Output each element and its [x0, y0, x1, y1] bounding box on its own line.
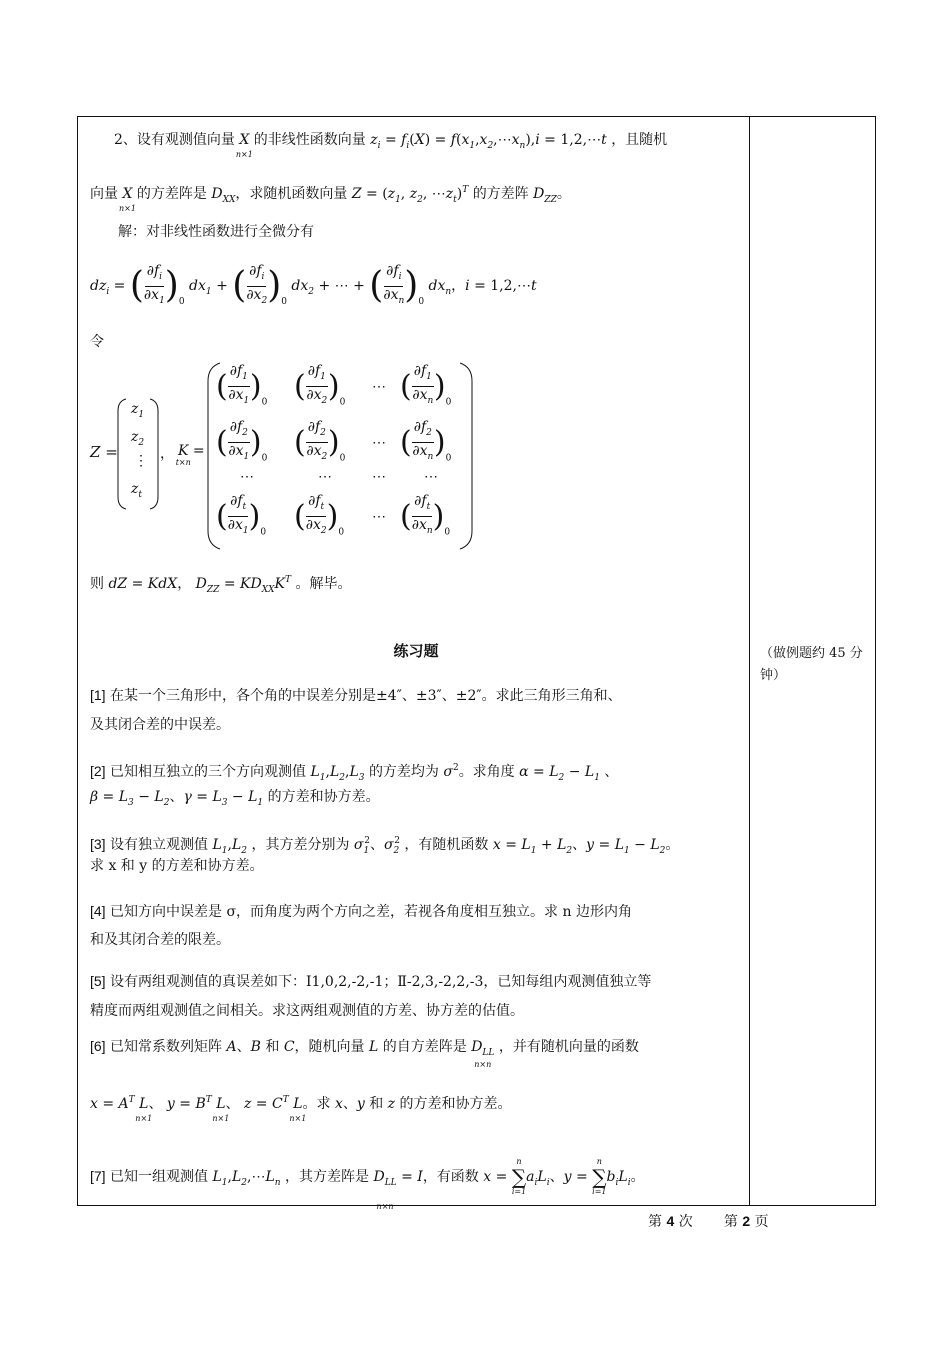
let-word: 令 — [90, 334, 104, 350]
exercise-2-line2: $\beta = L_3 - L_2$、$\gamma = L_3 - L_1$ 的方差和协方差。 — [90, 789, 380, 808]
exercise-1-line2: 及其闭合差的中误差。 — [90, 717, 230, 733]
problem2-line1: 2、设有观测值向量 X n×1 的非线性函数向量 $z_i = f_i(X)$ = $f(x_1,x_2,\cdots x_n),i$ = 1,2,⋯t ，且随机 — [114, 129, 667, 157]
exercise-4-line1: [4] 已知方向中误差是 σ，而角度为两个方向之差，若视各角度相互独立。求 n 边形内角 — [90, 903, 632, 920]
vector-x: X n×1 — [235, 132, 253, 159]
differential-equation: $dz_i$ = ( $\frac{\partial f_i}{\partial x_1}$ )$_0$ $dx_1$ + ( $\frac{\partial f_i}{\partial x_2}$ )$_0$ $dx_2$ + ⋯ + ( $\frac{\partial f_i}{\partial x_n}$ )$_0$ $dx_n$，i = 1,2,⋯t — [90, 262, 537, 307]
exercise-3-line2: 求 x 和 y 的方差和协方差。 — [90, 858, 264, 874]
page-footer: 第 4 次 第 2 页 — [648, 1213, 769, 1230]
problem2-line2: 向量 X n×1 的方差阵是 $D_{XX}$，求随机函数向量 $Z = (z_1$, $z_2$, $\cdots z_t)^T$ 的方差阵 $D_{ZZ}$。 — [90, 185, 571, 213]
solution-intro: 解：对非线性函数进行全微分有 — [118, 224, 314, 240]
exercise-6-line1: [6] 已知常系数列矩阵 A、B 和 C，随机向量 L 的自方差阵是 $D_{LL}$ n×n ，并有随机向量的函数 — [90, 1038, 639, 1069]
exercise-2-line1: [2] 已知相互独立的三个方向观测值 $L_1,L_2,L_3$ 的方差均为 $\sigma^2$。求角度 $\alpha = L_2 - L_1$ 、 — [90, 763, 619, 783]
matrix-block: Z = $z_1$ $z_2$ ⋮ $z_t$ ， K t×n = ( $\frac{\partial f_1}{\partial x_1}$ )$_0$ ( $\frac{\partial f_1}{\partial x_2}$ )$_0$ ⋯ ( $\frac{\partial f_1}{\partial x_n}$ )$_0$ ( $\frac{\partial f_2}{\partial x_1}$ )$_0$ ( $\frac{\partial f_2}{\partial x_2}$ )$_0$ ⋯ ( $\frac{\partial f_2}{\partial x_n}$ )$_0$ ⋯ ⋯ ⋯ ⋯ ( $\frac{\partial f_t}{\partial x_1}$ )$_0$ ( $\frac{\partial f_t}{\partial x_2}$ )$_0$ ⋯ ( $\frac{\partial f_t}{\partial x_n}$ )$_0$ — [90, 361, 490, 551]
exercise-5-line1: [5] 设有两组观测值的真误差如下：Ⅰ1,0,2,-2,-1；Ⅱ-2,3,-2,2,-3，已知每组内观测值独立等 — [90, 973, 652, 990]
exercise-7-line1: [7] 已知一组观测值 $L_1,L_2,\cdots L_n$ ，其方差阵是 $D_{LL}$ n×n = I，有函数 x = n ∑ i=1 $a_iL_i$、y = n ∑ i=1 $b_iL_i$。 — [90, 1157, 645, 1211]
exercises-heading: 练习题 — [393, 642, 439, 660]
exercise-1-line1: [1] 在某一个三角形中，各个角的中误差分别是±4″、±3″、±2″。求此三角形三角和、 — [90, 687, 622, 704]
side-note: （做例题约 45 分钟） — [760, 646, 863, 683]
column-divider — [749, 116, 750, 1206]
conclusion-line: 则 dZ = KdX， $D_{ZZ} = KD_{XX}K^T$ 。解毕。 — [90, 575, 352, 595]
exercise-4-line2: 和及其闭合差的限差。 — [90, 932, 230, 948]
exercise-6-line2: $x = A^T$ L n×1 、 $y = B^T$ L n×1 、 $z = C^T$ L n×1 。求 x、y 和 z 的方差和协方差。 — [90, 1095, 512, 1123]
exercise-5-line2: 精度而两组观测值之间相关。求这两组观测值的方差、协方差的估值。 — [90, 1003, 524, 1019]
exercise-3-line1: [3] 设有独立观测值 $L_1,L_2$ ，其方差分别为 $\sigma_1^2$、$\sigma_2^2$ ，有随机函数 $x = L_1 + L_2$、$y = L_1 - L_2$。 — [90, 836, 680, 856]
